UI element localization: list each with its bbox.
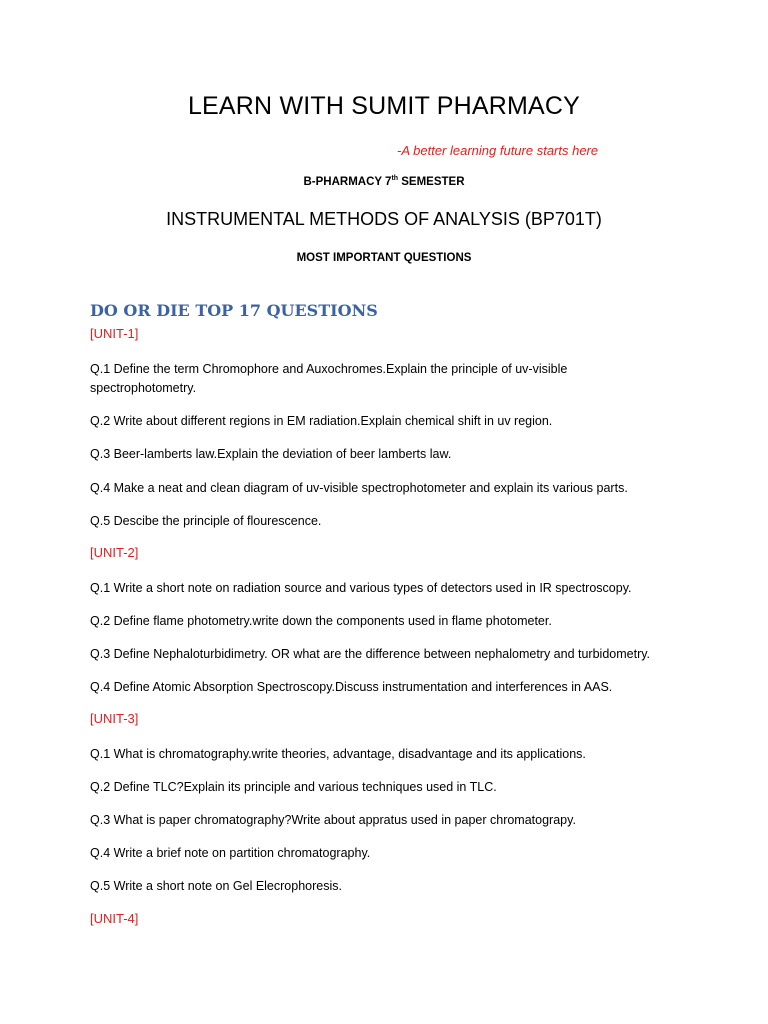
site-title: LEARN WITH SUMIT PHARMACY: [187, 92, 581, 120]
question-line: Q.3 Define Nephaloturbidimetry. OR what are the difference between nephalometry and turbidometry.: [90, 647, 651, 661]
unit-label: [UNIT-3]: [90, 711, 139, 726]
question-line: Q.1 Write a short note on radiation source and various types of detectors used in IR spectroscopy.: [90, 581, 632, 595]
question-line: spectrophotometry.: [90, 381, 197, 395]
question-line: Q.3 Beer-lamberts law.Explain the deviation of beer lamberts law.: [90, 447, 452, 461]
question-line: Q.1 Define the term Chromophore and Auxochromes.Explain the principle of uv-visible: [90, 362, 568, 376]
question-line: Q.3 What is paper chromatography?Write about appratus used in paper chromatograpy.: [90, 813, 576, 827]
question-line: Q.2 Define TLC?Explain its principle and various techniques used in TLC.: [90, 780, 497, 794]
question-line: Q.4 Define Atomic Absorption Spectroscopy.Discuss instrumentation and interferences in AAS.: [90, 680, 613, 694]
question-line: Q.2 Define flame photometry.write down the components used in flame photometer.: [90, 614, 552, 628]
tagline: -A better learning future starts here: [397, 143, 599, 158]
semester-suffix: SEMESTER: [398, 176, 465, 188]
semester-line: [0, 176, 768, 188]
question-line: Q.1 What is chromatography.write theories, advantage, disadvantage and its applications.: [90, 747, 586, 761]
unit-label: [UNIT-4]: [90, 911, 139, 926]
question-line: Q.5 Write a short note on Gel Elecrophoresis.: [90, 879, 342, 893]
question-line: Q.4 Write a brief note on partition chromatography.: [90, 846, 371, 860]
semester-prefix: B-PHARMACY 7: [303, 176, 392, 188]
most-important-heading: MOST IMPORTANT QUESTIONS: [296, 252, 472, 264]
unit-label: [UNIT-1]: [90, 326, 139, 341]
unit-label: [UNIT-2]: [90, 545, 139, 560]
semester-superscript: th: [391, 175, 399, 182]
question-line: Q.5 Descibe the principle of flourescence.: [90, 514, 322, 528]
section-heading: DO OR DIE TOP 17 QUESTIONS: [90, 301, 378, 320]
question-line: Q.4 Make a neat and clean diagram of uv-visible spectrophotometer and explain its various parts.: [90, 481, 628, 495]
subject-title: INSTRUMENTAL METHODS OF ANALYSIS (BP701T): [166, 209, 602, 229]
question-line: Q.2 Write about different regions in EM radiation.Explain chemical shift in uv region.: [90, 414, 553, 428]
